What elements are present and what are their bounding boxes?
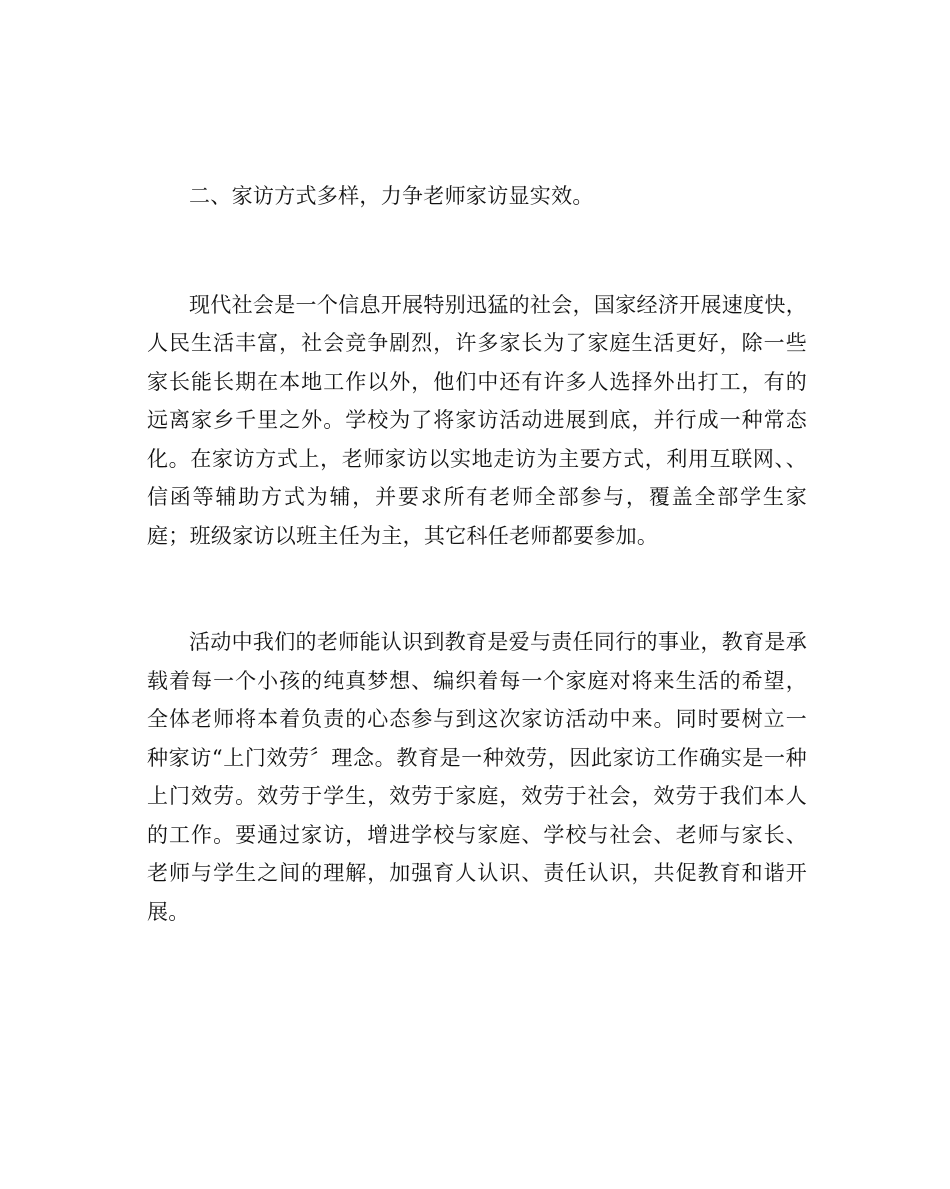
document-body [147,177,807,931]
paragraph-1: 现代社会是一个信息开展特别迅猛的社会，国家经济开展速度快，人民生活丰富，社会竞争剧烈，许多家长为了家庭生活更好，除一些家长能长期在本地工作以外，他们中还有许多人选择外出打工，有的远离家乡千里之外。学校为了将家访活动进展到底，并行成一种常态化。在家访方式上，老师家访以实地走访为主要方式，利用互联网、、信函等辅助方式为辅，并要求所有老师全部参与，覆盖全部学生家庭；班级家访以班主任为主，其它科任老师都要参加。 [147,292,807,548]
paragraph-2: 活动中我们的老师能认识到教育是爱与责任同行的事业，教育是承载着每一个小孩的纯真梦想、编织着每一个家庭对将来生活的希望，全体老师将本着负责的心态参与到这次家访活动中来。同时要树立一种家访“上门效劳〞理念。教育是一种效劳，因此家访工作确实是一种上门效劳。效劳于学生，效劳于家庭，效劳于社会，效劳于我们本人的工作。要通过家访，增进学校与家庭、学校与社会、老师与家长、老师与学生之间的理解，加强育人认识、责任认识，共促教育和谐开展。 [147,630,807,924]
section-heading: 二、家访方式多样，力争老师家访显实效。 [189,184,594,208]
